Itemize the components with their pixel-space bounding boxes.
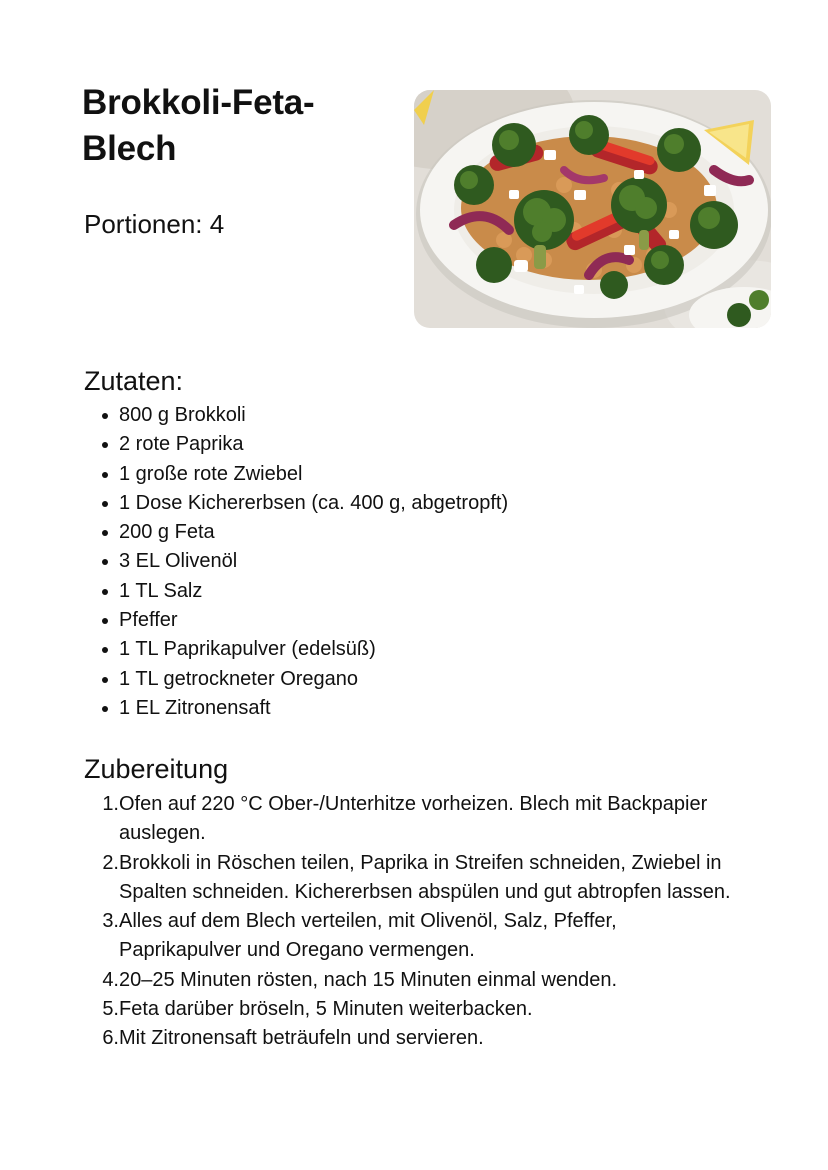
- ingredient-item: 1 TL Paprikapulver (edelsüß): [84, 635, 744, 664]
- step-number: 3.: [102, 910, 119, 933]
- step-number: 2.: [102, 851, 119, 874]
- steps-heading: Zubereitung: [84, 754, 229, 784]
- step-item: [84, 995, 734, 1024]
- ingredient-item: Pfeffer: [84, 606, 744, 635]
- ingredients-heading: Zutaten:: [84, 366, 184, 396]
- servings-label: Portionen: 4: [84, 209, 225, 239]
- ingredient-item: 1 EL Zitronensaft: [84, 694, 744, 723]
- recipe-title: Brokkoli-Feta-Blech: [82, 83, 315, 168]
- step-text: 20–25 Minuten rösten, nach 15 Minuten einmal wenden.: [119, 968, 618, 991]
- step-number: 5.: [102, 998, 119, 1021]
- ingredient-list: [84, 401, 744, 723]
- ingredient-item: 1 TL Salz: [84, 577, 744, 606]
- ingredient-item: 200 g Feta: [84, 518, 744, 547]
- step-text: Feta darüber bröseln, 5 Minuten weiterbacken.: [119, 998, 533, 1021]
- step-text: Brokkoli in Röschen teilen, Paprika in Streifen schneiden, Zwiebel in Spalten schneiden. Kichererbsen abspülen und gut abtropfen lassen.: [119, 851, 731, 903]
- step-item: [84, 849, 734, 908]
- step-item: [84, 790, 734, 849]
- recipe-photo: [414, 90, 771, 328]
- ingredient-item: 2 rote Paprika: [84, 430, 744, 459]
- step-text: Alles auf dem Blech verteilen, mit Olivenöl, Salz, Pfeffer, Paprikapulver und Oregano vermengen.: [119, 910, 617, 962]
- step-number: 6.: [102, 1027, 119, 1050]
- dish-illustration: [414, 90, 771, 328]
- step-text: Mit Zitronensaft beträufeln und servieren.: [119, 1027, 484, 1050]
- step-item: [84, 966, 734, 995]
- ingredient-item: 3 EL Olivenöl: [84, 547, 744, 576]
- step-text: Ofen auf 220 °C Ober-/Unterhitze vorheizen. Blech mit Backpapier auslegen.: [119, 793, 708, 845]
- step-list: [84, 790, 734, 1054]
- step-number: 1.: [102, 793, 119, 815]
- step-item: [84, 1024, 734, 1053]
- ingredient-item: 1 Dose Kichererbsen (ca. 400 g, abgetropft): [84, 489, 744, 518]
- step-number: 4.: [102, 968, 119, 991]
- ingredient-item: 1 TL getrockneter Oregano: [84, 665, 744, 694]
- ingredient-item: 800 g Brokkoli: [84, 401, 744, 430]
- step-item: [84, 907, 734, 966]
- ingredient-item: 1 große rote Zwiebel: [84, 460, 744, 489]
